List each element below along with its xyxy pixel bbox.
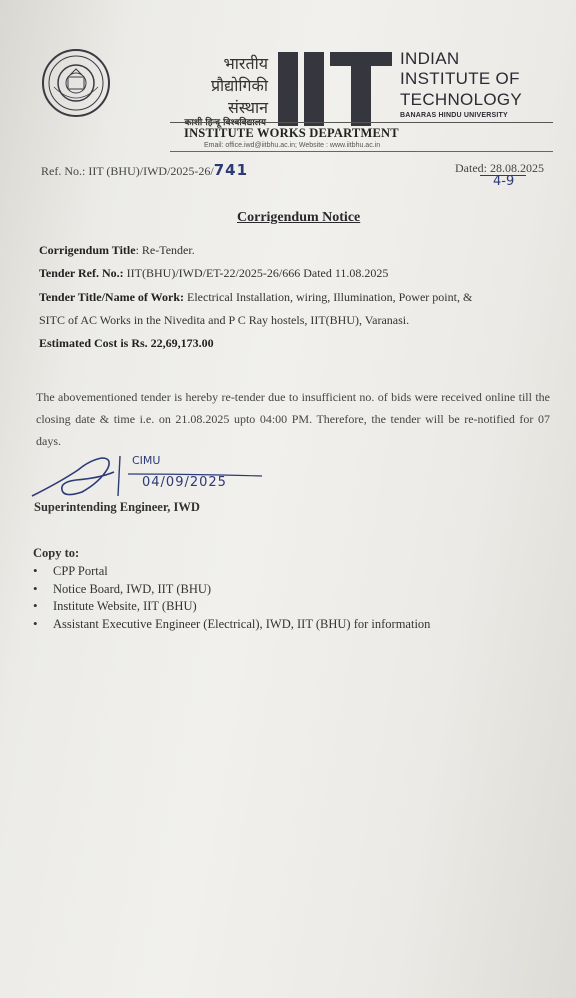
tender-ref-label: Tender Ref. No.: xyxy=(39,266,124,280)
hindi-university-name: काशी हिन्दू विश्वविद्यालय xyxy=(184,118,266,128)
reference-label: Ref. No.: IIT (BHU)/IWD/2025-26/ xyxy=(41,164,214,178)
copy-to-item: • Notice Board, IWD, IIT (BHU) xyxy=(33,582,430,600)
signature-handwritten-date: 04/09/2025 xyxy=(142,475,227,490)
hindi-name-line2: प्रौद्योगिकी xyxy=(210,76,268,95)
tender-title-value-line2: SITC of AC Works in the Nivedita and P C Ray hostels, IIT(BHU), Varanasi. xyxy=(39,313,410,327)
notice-heading: Corrigendum Notice xyxy=(237,210,361,225)
tender-title-label: Tender Title/Name of Work: xyxy=(39,290,185,304)
english-name-line3: TECHNOLOGY xyxy=(400,90,523,109)
iit-block-logo xyxy=(276,48,394,128)
tender-ref-row xyxy=(39,266,388,281)
copy-to-list xyxy=(33,564,430,634)
tender-ref-value: IIT(BHU)/IWD/ET-22/2025-26/666 Dated 11.08.2025 xyxy=(123,266,389,280)
corrigendum-title-value: : Re-Tender. xyxy=(135,243,195,257)
corrigendum-title-row xyxy=(39,243,195,258)
estimated-cost: Estimated Cost is Rs. 22,69,173.00 xyxy=(39,336,214,350)
copy-to-item: • CPP Portal xyxy=(33,564,430,582)
english-university-name: BANARAS HINDU UNIVERSITY xyxy=(400,112,508,119)
notice-body-text: The abovementioned tender is hereby re-tender due to insufficient no. of bids were received online till the closing date & time i.e. on 21.08.2025 upto 04:00 PM. Therefore, the tender will be re-notified for 07 days. xyxy=(36,390,550,448)
institute-seal-logo xyxy=(40,47,112,119)
hindi-name-line1: भारतीय xyxy=(223,54,268,73)
signer-designation: Superintending Engineer, IWD xyxy=(34,500,200,514)
copy-to-item: • Assistant Executive Engineer (Electrical), IWD, IIT (BHU) for information xyxy=(33,617,430,635)
english-name-line1: INDIAN xyxy=(400,49,460,68)
signature-initials: CIMU xyxy=(132,454,161,467)
english-name-line2: INSTITUTE OF xyxy=(400,69,520,88)
header-divider-top xyxy=(170,122,553,123)
dated-value: 28.08.2025 xyxy=(490,161,544,175)
reference-number xyxy=(41,161,248,179)
hindi-name-line3: संस्थान xyxy=(228,98,268,117)
contact-line: Email: office.iwd@iitbhu.ac.in; Website : www.iitbhu.ac.in xyxy=(204,142,381,149)
tender-title-row xyxy=(39,290,472,305)
header-divider-bottom xyxy=(170,151,553,152)
tender-title-value-line1: Electrical Installation, wiring, Illumination, Power point, & xyxy=(184,290,473,304)
department-name: INSTITUTE WORKS DEPARTMENT xyxy=(184,126,399,140)
dated-handwritten: 4-9 xyxy=(493,174,515,189)
copy-to-label: Copy to: xyxy=(33,546,80,560)
copy-to-item: • Institute Website, IIT (BHU) xyxy=(33,599,430,617)
corrigendum-title-label: Corrigendum Title xyxy=(39,243,136,257)
dated-label: Dated: xyxy=(455,161,490,175)
reference-handwritten-number: 741 xyxy=(213,161,249,179)
